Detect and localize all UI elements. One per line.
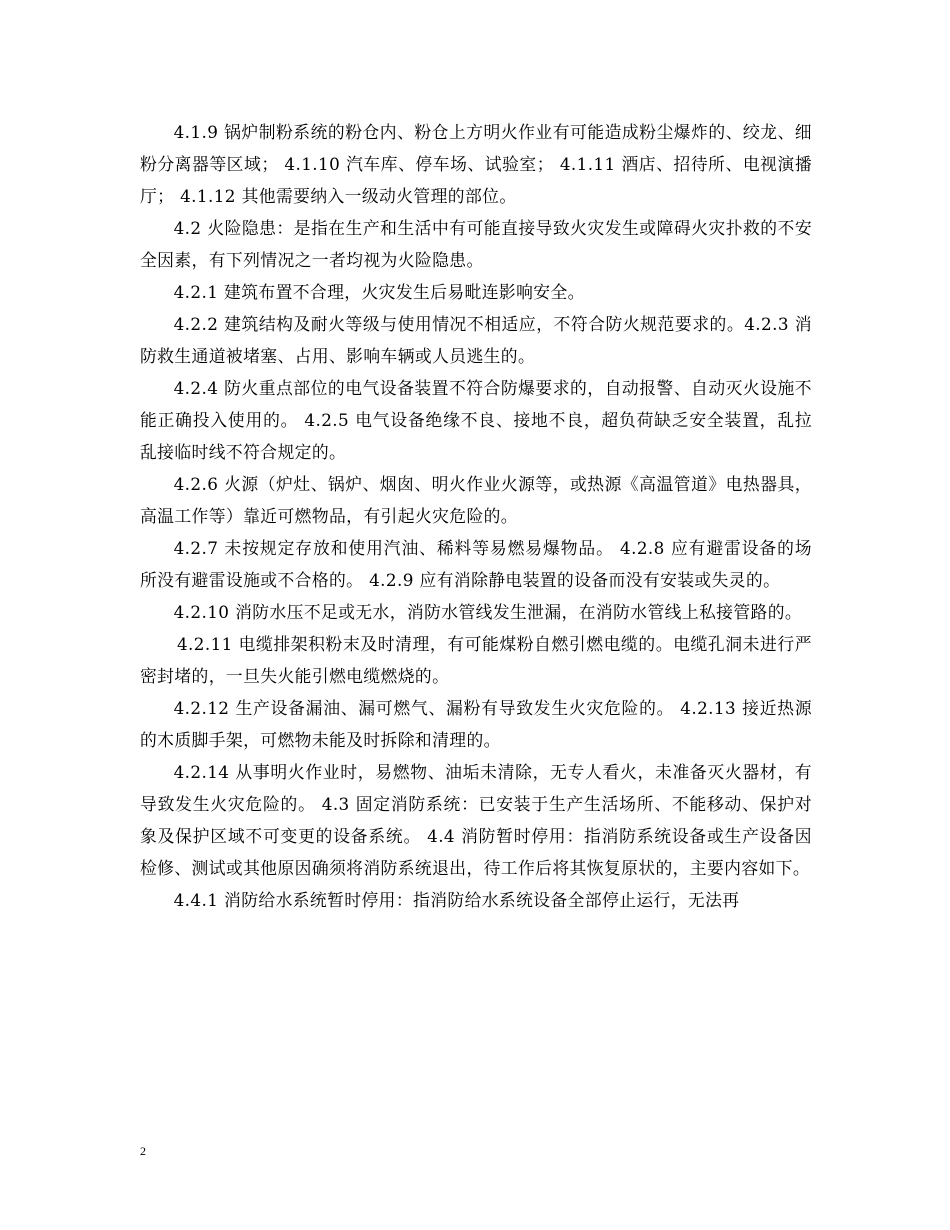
paragraph-4-1-9: 4.1.9 锅炉制粉系统的粉仓内、粉仓上方明火作业有可能造成粉尘爆炸的、绞龙、细粉分离器等区域； 4.1.10 汽车库、停车场、试验室； 4.1.11 酒店、招待所、电视演播厅； 4.1.12 其他需要纳入一级动火管理的部位。: [140, 122, 812, 206]
paragraph-4-2-4: 4.2.4 防火重点部位的电气设备装置不符合防爆要求的，自动报警、自动灭火设施不能正确投入使用的。 4.2.5 电气设备绝缘不良、接地不良，超负荷缺乏安全装置，乱拉乱接临时线不符合规定的。: [140, 378, 812, 462]
paragraph-4-2-14: 4.2.14 从事明火作业时，易燃物、油垢未清除，无专人看火，未准备灭火器材，有导致发生火灾危险的。 4.3 固定消防系统：已安装于生产生活场所、不能移动、保护对象及保护区域不可变更的设备系统。 4.4 消防暂时停用：指消防系统设备或生产设备因检修、测试或其他原因确须将消防系统退出，待工作后将其恢复原状的，主要内容如下。: [140, 762, 812, 878]
paragraph-4-2-12: 4.2.12 生产设备漏油、漏可燃气、漏粉有导致发生火灾危险的。 4.2.13 接近热源的木质脚手架，可燃物未能及时拆除和清理的。: [140, 698, 812, 750]
paragraph-4-2-1: 4.2.1 建筑布置不合理，火灾发生后易毗连影响安全。: [173, 282, 585, 302]
paragraph-4-4-1: 4.4.1 消防给水系统暂时停用：指消防给水系统设备全部停止运行，无法再: [173, 890, 740, 910]
paragraph-4-2-2: 4.2.2 建筑结构及耐火等级与使用情况不相适应，不符合防火规范要求的。4.2.3 消防救生通道被堵塞、占用、影响车辆或人员逃生的。: [140, 314, 812, 366]
document-body: [140, 116, 812, 916]
page-number: 2: [140, 1144, 146, 1158]
paragraph-4-2-7: 4.2.7 未按规定存放和使用汽油、稀料等易燃易爆物品。 4.2.8 应有避雷设备的场所没有避雷设施或不合格的。 4.2.9 应有消除静电装置的设备而没有安装或失灵的。: [140, 538, 812, 590]
paragraph-4-2-10: 4.2.10 消防水压不足或无水，消防水管线发生泄漏，在消防水管线上私接管路的。: [173, 602, 803, 622]
paragraph-4-2-11: 4.2.11 电缆排架积粉末及时清理，有可能煤粉自燃引燃电缆的。电缆孔洞未进行严密封堵的，一旦失火能引燃电缆燃烧的。: [140, 634, 812, 686]
paragraph-4-2-6: 4.2.6 火源（炉灶、锅炉、烟囱、明火作业火源等，或热源《高温管道》电热器具，高温工作等）靠近可燃物品，有引起火灾危险的。: [140, 474, 812, 526]
paragraph-4-2: 4.2 火险隐患：是指在生产和生活中有可能直接导致火灾发生或障碍火灾扑救的不安全因素，有下列情况之一者均视为火险隐患。: [140, 218, 812, 270]
